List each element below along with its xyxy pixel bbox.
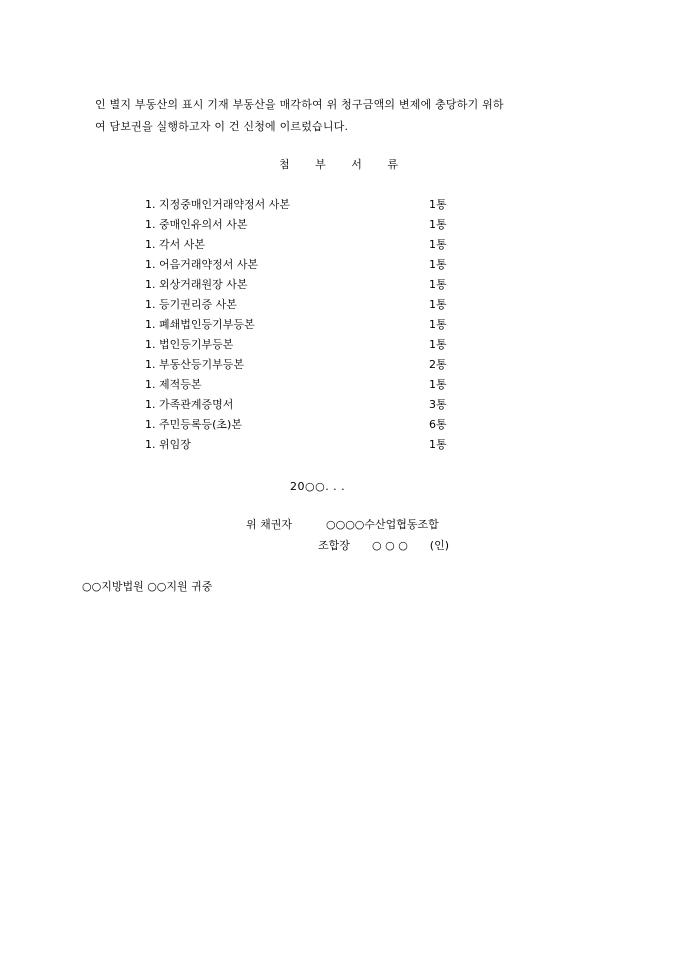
attachment-item — [145, 215, 465, 235]
attachment-quantity: 1통 — [429, 278, 447, 291]
attachment-item — [145, 275, 465, 295]
attachment-number: 1. — [145, 298, 156, 311]
intro-paragraph — [95, 94, 615, 138]
attachment-item — [145, 195, 465, 215]
chairman-name: ○ ○ ○ — [372, 539, 408, 552]
attachment-name: 지정중매인거래약정서 사본 — [159, 198, 291, 211]
attachment-name: 부동산등기부등본 — [159, 358, 245, 371]
creditor-label: 위 채권자 — [246, 518, 293, 531]
chairman-label: 조합장 — [318, 539, 350, 552]
creditor-line — [246, 516, 439, 532]
attachment-quantity: 3통 — [429, 398, 447, 411]
attachment-item — [145, 315, 465, 335]
attachment-quantity: 1통 — [429, 218, 447, 231]
attachment-number: 1. — [145, 358, 156, 371]
attachment-quantity: 1통 — [429, 198, 447, 211]
attachment-quantity: 1통 — [429, 338, 447, 351]
intro-line-2: 여 담보권을 실행하고자 이 건 신청에 이르렀습니다. — [95, 120, 349, 133]
attachment-number: 1. — [145, 438, 156, 451]
chairman-line — [318, 537, 449, 553]
attachment-number: 1. — [145, 238, 156, 251]
attachment-name: 어음거래약정서 사본 — [159, 258, 259, 271]
seal-mark: (인) — [429, 539, 450, 552]
attachment-quantity: 2통 — [429, 358, 447, 371]
attachment-name: 주민등록등(초)본 — [159, 418, 242, 431]
attachment-item — [145, 375, 465, 395]
attachment-quantity: 1통 — [429, 258, 447, 271]
attachment-name: 제적등본 — [159, 378, 202, 391]
creditor-name: ○○○○수산업협동조합 — [326, 518, 439, 531]
document-date: 20○○. . . — [290, 480, 346, 493]
attachment-number: 1. — [145, 318, 156, 331]
intro-line-1: 인 별지 부동산의 표시 기재 부동산을 매각하여 위 청구금액의 변제에 충당하기 위하 — [95, 98, 504, 111]
attachment-item — [145, 235, 465, 255]
attachment-item — [145, 295, 465, 315]
attachment-item — [145, 435, 465, 455]
attachment-name: 위임장 — [159, 438, 191, 451]
attachment-number: 1. — [145, 338, 156, 351]
attachment-item — [145, 355, 465, 375]
attachment-number: 1. — [145, 258, 156, 271]
attachment-number: 1. — [145, 378, 156, 391]
attachment-item — [145, 255, 465, 275]
attachment-quantity: 1통 — [429, 438, 447, 451]
attachment-number: 1. — [145, 198, 156, 211]
attachments-heading: 첨 부 서 류 — [279, 158, 409, 171]
court-addressee: ○○지방법원 ○○지원 귀중 — [82, 580, 213, 593]
attachment-item — [145, 415, 465, 435]
attachment-number: 1. — [145, 418, 156, 431]
attachment-quantity: 6통 — [429, 418, 447, 431]
attachment-item — [145, 395, 465, 415]
attachment-name: 폐쇄법인등기부등본 — [159, 318, 255, 331]
attachment-name: 각서 사본 — [159, 238, 206, 251]
attachment-number: 1. — [145, 278, 156, 291]
attachment-quantity: 1통 — [429, 298, 447, 311]
attachment-quantity: 1통 — [429, 318, 447, 331]
attachment-name: 법인등기부등본 — [159, 338, 234, 351]
attachment-name: 중매인유의서 사본 — [159, 218, 248, 231]
attachment-quantity: 1통 — [429, 378, 447, 391]
attachment-number: 1. — [145, 398, 156, 411]
attachment-quantity: 1통 — [429, 238, 447, 251]
attachments-list — [145, 195, 465, 455]
attachment-name: 가족관계증명서 — [159, 398, 234, 411]
attachment-item — [145, 335, 465, 355]
attachment-name: 외상거래원장 사본 — [159, 278, 248, 291]
attachment-number: 1. — [145, 218, 156, 231]
attachment-name: 등기권리증 사본 — [159, 298, 237, 311]
